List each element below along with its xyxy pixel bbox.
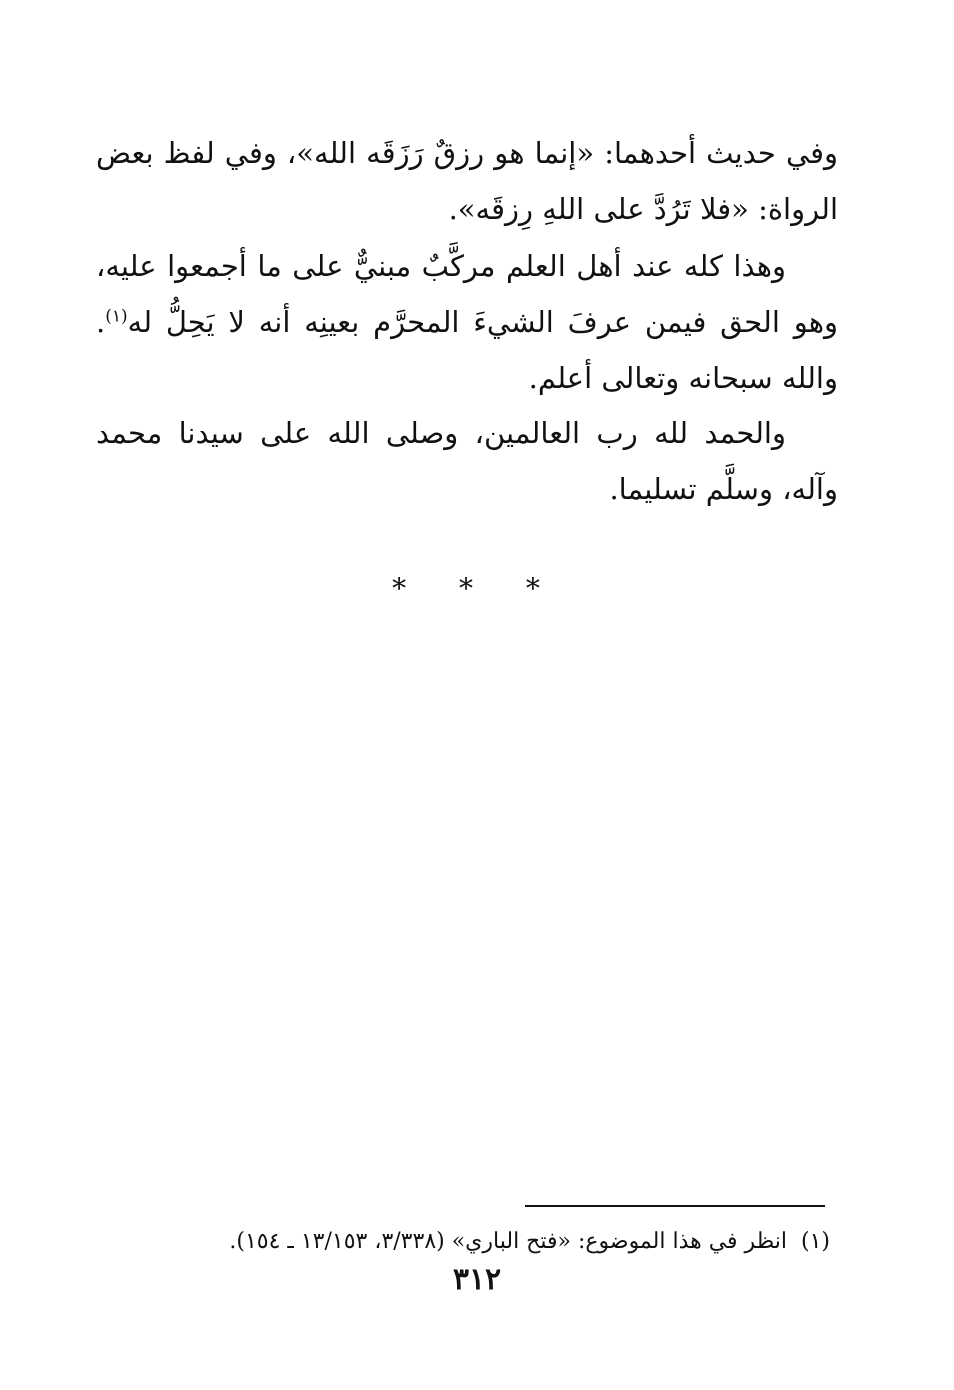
footnote-reference[interactable]: (١) [105,306,128,327]
paragraph-closing-praise [96,405,838,517]
footnote-divider [525,1205,825,1207]
paragraph-text-after-ref: . والله سبحانه وتعالى أعلم. [96,305,838,395]
paragraph-text-before-ref: وهذا كله عند أهل العلم مركَّبٌ مبنيٌّ على ما أجمعوا عليه، وهو الحق فيمن عرفَ الشيءَ المحرَّم بعينِه أنه لا يَحِلُّ له [96,249,838,339]
footnote-text: انظر في هذا الموضوع: «فتح الباري» (٣/٣٣٨، ١٣/١٥٣ ـ ١٥٤). [229,1229,787,1254]
paragraph-scholarly-ruling [96,238,838,406]
footnote-number: (١) [800,1229,830,1254]
footnote [150,1222,830,1262]
paragraph-text: والحمد لله رب العالمين، وصلى الله على سيدنا محمد وآله، وسلَّم تسليما. [96,416,838,506]
paragraph-text: وفي حديث أحدهما: «إنما هو رزقٌ رَزَقَه الله»، وفي لفظ بعض الرواة: «فلا تَرُدَّ على اللهِ رِزقَه». [96,136,838,226]
paragraph-hadith-wording [96,125,838,237]
paragraph-body [96,238,838,406]
page-number: ٣١٢ [452,1262,502,1297]
section-separator-asterisks: * * * [392,572,562,605]
